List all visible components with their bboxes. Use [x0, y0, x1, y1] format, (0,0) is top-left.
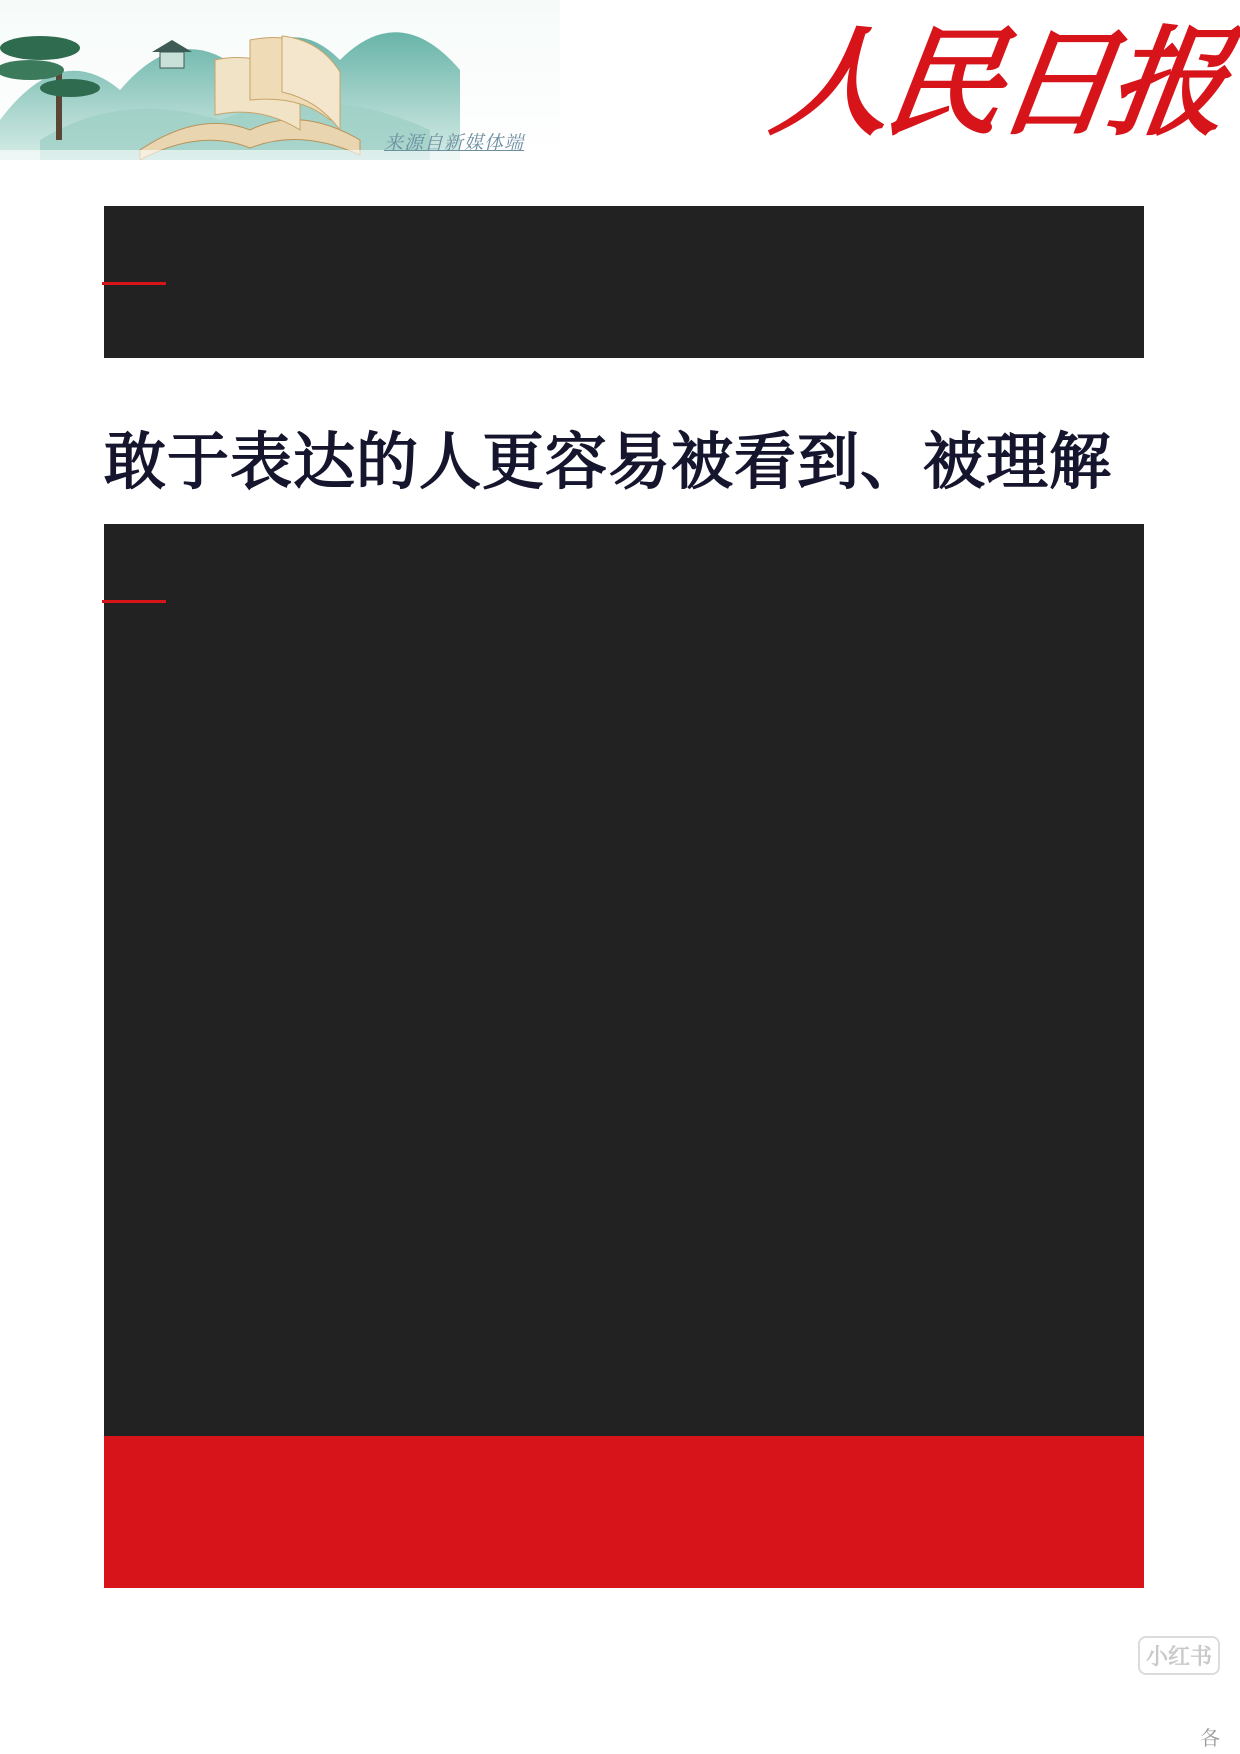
red-accent-mark — [102, 600, 166, 603]
body-paragraph-5: 说出“我有点难过”比生闷气更有力，“我很在意你”比默默隐藏更能拉近距离；坦然说出需求，也能避免许多无谓的猜忌。 — [104, 1208, 1144, 1436]
masthead-logo: 人民日报 — [764, 13, 1232, 152]
section-heading: 敢于表达的人更容易被看到、被理解 — [104, 425, 1113, 498]
watermark-logo: 小红书 — [1138, 1636, 1220, 1675]
article-body — [104, 206, 1144, 1588]
closing-paragraph: 人与人之间最珍贵的理解，往往是从“我想说”和“我在听”开始的。 — [104, 1436, 1144, 1588]
body-paragraph-4: 它始于对自我感受的觉察与接纳，成于一次又一次真诚而坚定的发声。 — [104, 1056, 1144, 1208]
corner-glyph: 各 — [1200, 1726, 1220, 1750]
body-paragraph-3: 敢于表达，不是要求每句话都完美无瑕，而是愿意在不断的尝试中，让思想落地、让他人看见。 — [104, 904, 1144, 1056]
body-paragraph-2: 真挚而有思考的表达，无论长短或理性感性，都值得被尊重。 — [104, 752, 1144, 904]
intro-paragraph: 表达，不仅是声音的传递，更是自我存在的外显，是勇气在言语中的落脚点。 — [104, 206, 1144, 358]
header — [0, 0, 1240, 160]
source-caption: 来源自新媒体端 — [384, 132, 525, 154]
body-paragraph-1: 敢于表达是一项了不起的能力：说出喜欢与拒绝，分享阅读与观影时内心的触动，倾诉对风景的惊叹、对事物的洞见…… — [104, 524, 1144, 752]
red-accent-mark — [102, 282, 166, 285]
